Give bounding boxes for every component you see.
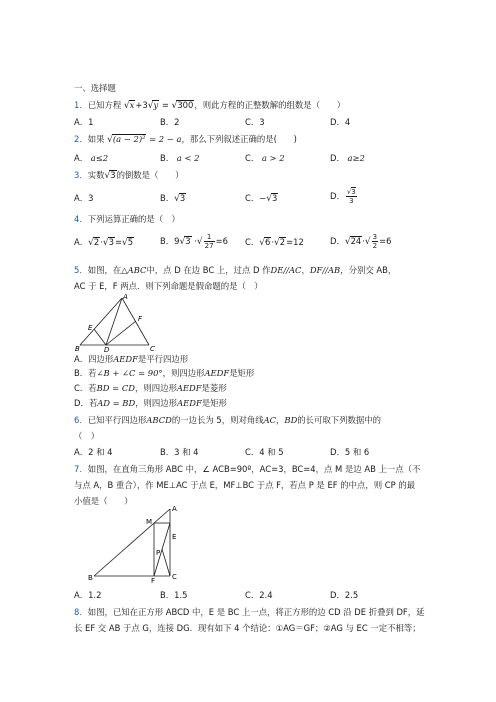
label-F: F xyxy=(138,315,143,323)
question-7-line-3: 小值是（ ） xyxy=(74,496,133,506)
label-B: B xyxy=(75,345,80,352)
option-a[interactable]: A． a≤2 xyxy=(74,153,109,163)
option-c[interactable]: C．4 和 5 xyxy=(245,447,284,457)
option-d[interactable]: D．若AD = BD，则四边形AEDF是矩形 xyxy=(74,398,227,408)
option-a[interactable]: A．1.2 xyxy=(74,590,102,600)
question-2-stem: 2．如果 √(a − 2)² = 2 − a，那么下列叙述正确的是( ) xyxy=(74,134,297,145)
label-C: C xyxy=(172,573,177,581)
label-A: A xyxy=(123,293,128,301)
section-title: 一、选择题 xyxy=(74,83,116,93)
question-number: 6． xyxy=(74,415,88,425)
option-a[interactable]: A．√2·√3=√5 xyxy=(74,237,134,248)
option-b[interactable]: B． a < 2 xyxy=(160,153,200,163)
label-C: C xyxy=(150,345,155,352)
option-c[interactable]: C．√6·√2=12 xyxy=(245,237,304,248)
question-number: 5． xyxy=(74,265,88,275)
label-B: B xyxy=(88,574,93,582)
triangle-figure xyxy=(74,292,164,352)
question-6-line-2: （ ） xyxy=(74,431,100,441)
label-A: A xyxy=(172,505,177,513)
label-F: F xyxy=(151,577,156,583)
question-4-stem: 4．下列运算正确的是（ ） xyxy=(74,214,180,224)
option-d[interactable]: D．4 xyxy=(330,117,351,127)
question-number: 3． xyxy=(74,170,88,180)
question-number: 4． xyxy=(74,214,88,224)
question-5-line-2: AC 于 E，F 两点．则下列命题是假命题的是（ ） xyxy=(74,281,263,291)
option-a[interactable]: A．3 xyxy=(74,193,94,203)
label-E: E xyxy=(88,324,93,332)
option-c[interactable]: C．3 xyxy=(245,117,265,127)
option-d[interactable]: D． a≥2 xyxy=(330,153,365,163)
question-number: 8． xyxy=(74,607,88,617)
option-d[interactable]: D．2.5 xyxy=(330,590,359,600)
question-number: 1． xyxy=(74,100,88,110)
option-c[interactable]: C．2.4 xyxy=(245,590,273,600)
option-b[interactable]: B．9√3 ·√ $\frac{1}{27}$ =6 xyxy=(160,233,228,250)
option-a[interactable]: A．1 xyxy=(74,117,94,127)
right-triangle-figure xyxy=(88,503,188,583)
question-3-stem: 3．实数√3的倒数是（ ） xyxy=(74,170,184,181)
question-1-stem: 1．已知方程 √x+3√y = √300，则此方程的正整数解的组数是（ ） xyxy=(74,100,346,111)
option-b[interactable]: B．3 和 4 xyxy=(160,447,199,457)
option-b[interactable]: B．1.5 xyxy=(160,590,188,600)
question-number: 7． xyxy=(74,464,88,474)
question-8-line-2: 长 EF 交 AB 于点 G，连接 DG．现有如下 4 个结论：①AG＝GF；②AG 与 EC 一定不相等； xyxy=(74,623,421,633)
label-E: E xyxy=(172,533,177,541)
label-P: P xyxy=(156,549,161,557)
option-d[interactable]: D．√24·√ $\frac{3}{2}$ =6 xyxy=(330,233,392,250)
question-7-line-2: 与点 A，B 重合），作 ME⊥AC 于点 E，MF⊥BC 于点 F，若点 P 是 EF 的中点，则 CP 的最 xyxy=(74,480,416,490)
option-a[interactable]: A．2 和 4 xyxy=(74,447,113,457)
option-d[interactable]: D．5 和 6 xyxy=(330,447,370,457)
question-5-line-1: 5．如图，在△ABC中，点 D 在边 BC 上，过点 D 作DE//AC，DF//AB，分别交 AB， xyxy=(74,265,397,275)
option-c[interactable]: C． a > 2 xyxy=(245,153,285,163)
option-d[interactable]: D． $\frac{√3}{3}$ xyxy=(330,188,356,205)
option-c[interactable]: C．−√3 xyxy=(245,193,278,204)
option-b[interactable]: B．若∠B + ∠C = 90°，则四边形AEDF是矩形 xyxy=(74,368,255,378)
option-b[interactable]: B．2 xyxy=(160,117,180,127)
question-8-line-1: 8．如图，已知在正方形 ABCD 中，E 是 BC 上一点，将正方形的边 CD 沿 DE 折叠到 DF，延 xyxy=(74,607,425,617)
question-6-line-1: 6．已知平行四边形ABCD的一边长为 5，则对角线AC，BD的长可取下列数据中的 xyxy=(74,415,382,425)
option-c[interactable]: C．若BD = CD，则四边形AEDF是菱形 xyxy=(74,383,227,393)
label-D: D xyxy=(104,346,110,352)
option-b[interactable]: B．√3 xyxy=(160,193,186,204)
question-7-line-1: 7．如图，在直角三角形 ABC 中，∠ ACB=90º，AC=3，BC=4，点 M 是边 AB 上一点（不 xyxy=(74,464,421,474)
question-number: 2． xyxy=(74,134,88,144)
label-M: M xyxy=(146,518,153,526)
option-a[interactable]: A．四边形AEDF是平行四边形 xyxy=(74,354,189,364)
